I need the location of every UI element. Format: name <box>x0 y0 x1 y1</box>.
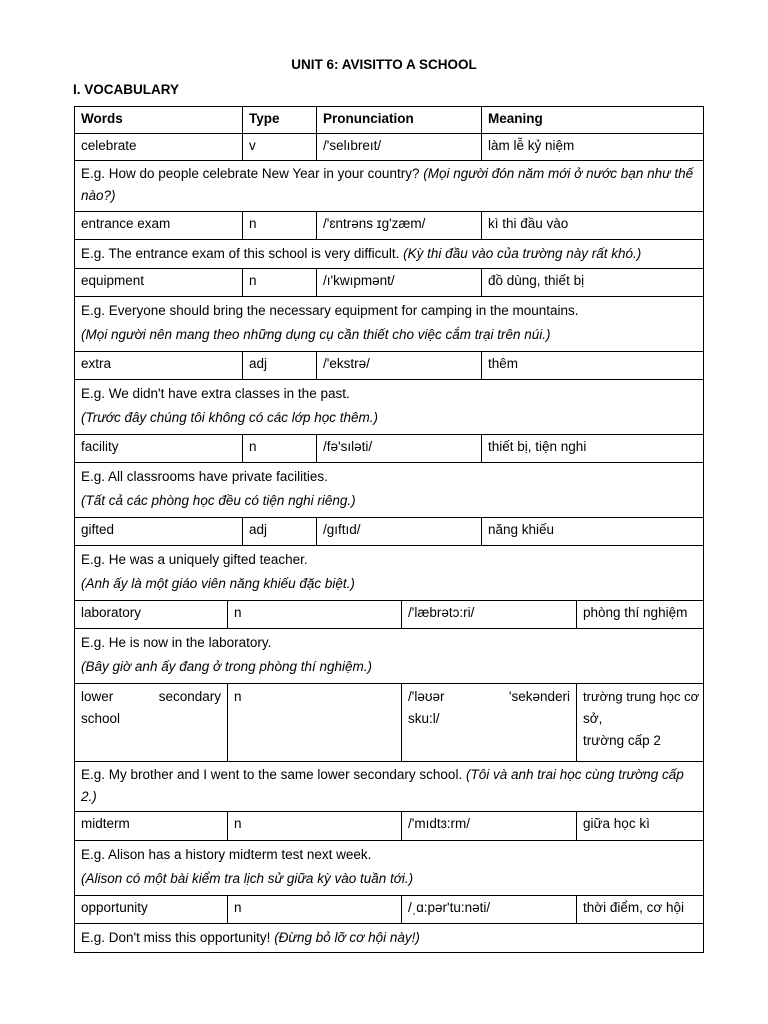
table-header-row <box>75 107 704 134</box>
word-cell: midterm <box>75 812 228 841</box>
pronunciation-cell: /ˌɑ:pər'tu:nəti/ <box>402 896 577 924</box>
table-row <box>75 812 704 841</box>
example-english: E.g. Alison has a history midterm test next week. <box>81 847 372 862</box>
type-cell: n <box>243 435 317 463</box>
example-row <box>75 629 704 684</box>
example-row <box>75 161 704 212</box>
document-title: UNIT 6: AVISITTO A SCHOOL <box>291 57 477 72</box>
example-vietnamese: (Tôi và anh trai học cùng trường cấp 2.) <box>81 767 684 804</box>
meaning-cell: năng khiếu <box>482 518 704 546</box>
example-cell <box>75 161 704 212</box>
meaning-part: trường cấp 2 <box>583 733 661 748</box>
example-vietnamese: (Bây giờ anh ấy đang ở trong phòng thí nghiệm.) <box>81 659 373 674</box>
type-cell: adj <box>243 518 317 546</box>
meaning-part: sở, <box>583 711 603 726</box>
example-row <box>75 841 704 896</box>
example-vietnamese: (Trước đây chúng tôi không có các lớp học thêm.) <box>81 410 379 425</box>
word-cell: facility <box>75 435 243 463</box>
meaning-cell: làm lễ kỷ niệm <box>482 134 704 161</box>
word-cell: entrance exam <box>75 212 243 240</box>
section-heading: I. VOCABULARY <box>73 82 180 97</box>
example-vietnamese: (Alison có một bài kiểm tra lịch sử giữa kỳ vào tuần tới.) <box>81 871 414 886</box>
table-row <box>75 518 704 546</box>
table-row <box>75 684 704 762</box>
example-vietnamese: (Kỳ thi đầu vào của trường này rất khó.) <box>403 246 642 261</box>
example-cell <box>75 380 704 435</box>
vocabulary-table <box>74 106 704 953</box>
meaning-cell <box>577 684 704 762</box>
meaning-cell: thêm <box>482 352 704 380</box>
example-row <box>75 380 704 435</box>
example-row <box>75 240 704 269</box>
word-cell <box>75 684 228 762</box>
pronunciation-cell: /ı'kwıpmənt/ <box>317 269 482 297</box>
example-cell <box>75 546 704 601</box>
word-part: secondary <box>158 689 221 704</box>
pron-part: 'sekənderi <box>508 689 570 704</box>
meaning-cell: thời điểm, cơ hội <box>577 896 704 924</box>
type-cell: adj <box>243 352 317 380</box>
type-cell: v <box>243 134 317 161</box>
example-english: E.g. Everyone should bring the necessary equipment for camping in the mountains. <box>81 303 579 318</box>
example-cell <box>75 629 704 684</box>
word-cell: laboratory <box>75 601 228 629</box>
pronunciation-cell: /'mıdtɜ:rm/ <box>402 812 577 841</box>
table-row <box>75 134 704 161</box>
header-pronunciation: Pronunciation <box>317 107 482 134</box>
example-row <box>75 297 704 352</box>
example-row <box>75 463 704 518</box>
example-vietnamese: (Mọi người đón năm mới ở nước bạn như thế nào?) <box>81 166 694 203</box>
pron-part: /'ləʊər <box>408 689 445 704</box>
table-row <box>75 352 704 380</box>
header-type: Type <box>243 107 317 134</box>
example-cell <box>75 463 704 518</box>
table-row <box>75 601 704 629</box>
example-cell <box>75 297 704 352</box>
meaning-cell: đồ dùng, thiết bị <box>482 269 704 297</box>
example-vietnamese: (Mọi người nên mang theo những dụng cụ cần thiết cho việc cắm trại trên núi.) <box>81 327 551 342</box>
example-cell <box>75 841 704 896</box>
meaning-cell: phòng thí nghiệm <box>577 601 704 629</box>
meaning-cell: giữa học kì <box>577 812 704 841</box>
word-cell: gifted <box>75 518 243 546</box>
example-row <box>75 924 704 953</box>
pronunciation-cell: /fə'sıləti/ <box>317 435 482 463</box>
example-english: E.g. We didn't have extra classes in the past. <box>81 386 350 401</box>
pronunciation-cell: /'selıbreıt/ <box>317 134 482 161</box>
example-english: E.g. The entrance exam of this school is very difficult. <box>81 246 400 261</box>
meaning-cell: thiết bị, tiện nghi <box>482 435 704 463</box>
pronunciation-cell <box>402 684 577 762</box>
word-part: school <box>81 711 121 726</box>
type-cell: n <box>243 269 317 297</box>
example-english: E.g. My brother and I went to the same lower secondary school. <box>81 767 463 782</box>
example-english: E.g. He is now in the laboratory. <box>81 635 272 650</box>
example-vietnamese: (Anh ấy là một giáo viên năng khiếu đặc biệt.) <box>81 576 355 591</box>
example-english: E.g. All classrooms have private facilities. <box>81 469 328 484</box>
type-cell: n <box>228 684 402 762</box>
word-cell: extra <box>75 352 243 380</box>
type-cell: n <box>243 212 317 240</box>
word-part: lower <box>81 689 114 704</box>
header-meaning: Meaning <box>482 107 704 134</box>
example-cell <box>75 762 704 812</box>
example-english: E.g. He was a uniquely gifted teacher. <box>81 552 308 567</box>
pron-part: sku:l/ <box>408 711 440 726</box>
pronunciation-cell: /'ekstrə/ <box>317 352 482 380</box>
meaning-cell: kì thi đầu vào <box>482 212 704 240</box>
word-cell: celebrate <box>75 134 243 161</box>
pronunciation-cell: /'læbrətɔ:ri/ <box>402 601 577 629</box>
word-cell: opportunity <box>75 896 228 924</box>
word-cell: equipment <box>75 269 243 297</box>
table-row <box>75 212 704 240</box>
example-cell <box>75 240 704 269</box>
table-row <box>75 269 704 297</box>
example-row <box>75 546 704 601</box>
meaning-part: trường trung học cơ <box>583 689 700 704</box>
example-vietnamese: (Đừng bỏ lỡ cơ hội này!) <box>274 930 420 945</box>
table-row <box>75 435 704 463</box>
example-english: E.g. Don't miss this opportunity! <box>81 930 271 945</box>
example-english: E.g. How do people celebrate New Year in your country? <box>81 166 420 181</box>
header-words: Words <box>75 107 243 134</box>
table-row <box>75 896 704 924</box>
example-cell <box>75 924 704 953</box>
type-cell: n <box>228 896 402 924</box>
example-row <box>75 762 704 812</box>
pronunciation-cell: /'ɛntrəns ɪg'zæm/ <box>317 212 482 240</box>
example-vietnamese: (Tất cả các phòng học đều có tiện nghi riêng.) <box>81 493 356 508</box>
pronunciation-cell: /gıftıd/ <box>317 518 482 546</box>
type-cell: n <box>228 601 402 629</box>
type-cell: n <box>228 812 402 841</box>
